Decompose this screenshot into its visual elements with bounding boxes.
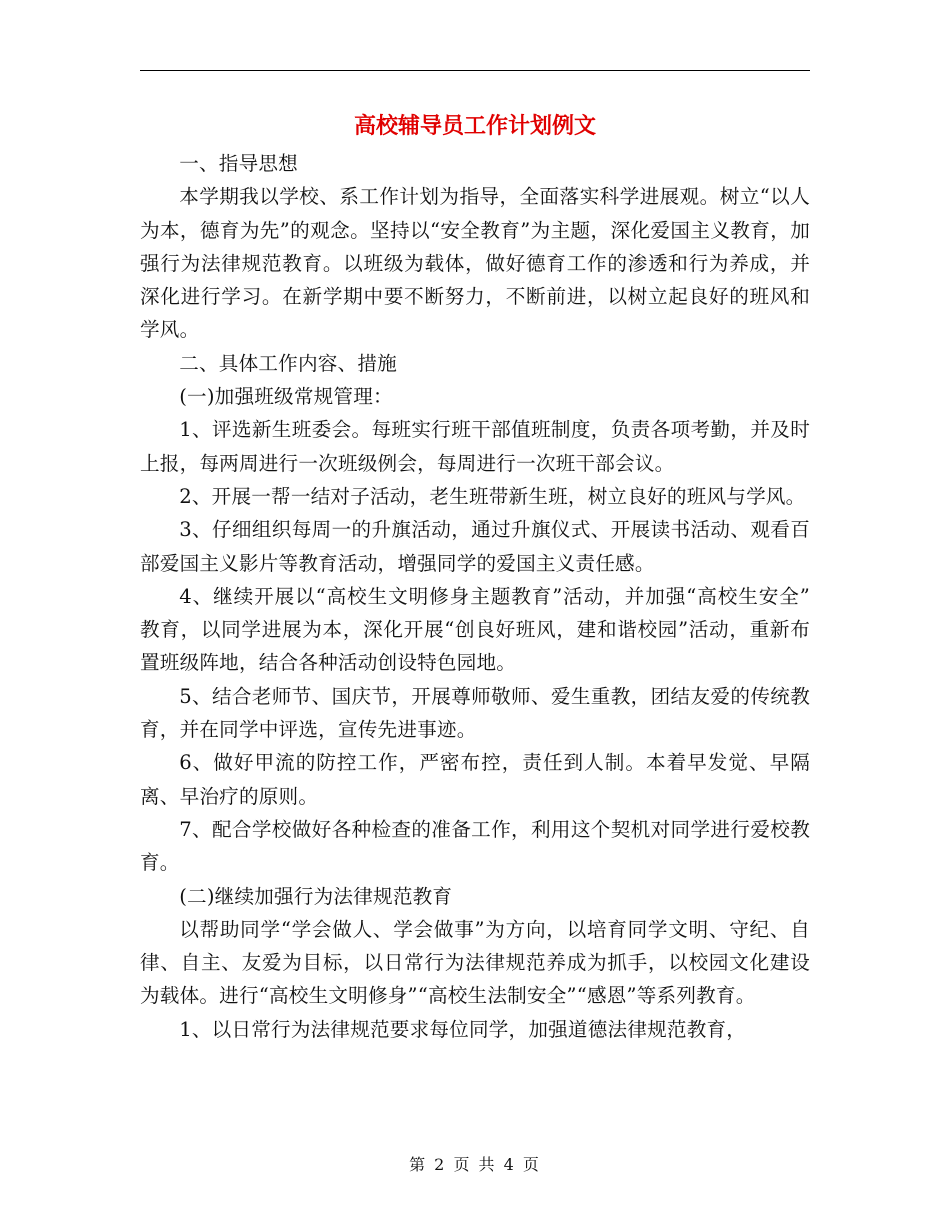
section-heading-guiding-ideology: 一、指导思想: [179, 152, 298, 175]
header-rule: [140, 70, 810, 71]
list-item-behavior-1: 1、以日常行为法律规范要求每位同学，加强道德法律规范教育，: [179, 1017, 747, 1041]
list-item-1: 1、评选新生班委会。每班实行班干部值班制度，负责各项考勤，并及时上报，每两周进行一次班级例会，每周进行一次班干部会议。: [140, 418, 810, 475]
subheading-class-management: (一)加强班级常规管理：: [179, 385, 393, 409]
list-item-2: 2、开展一帮一结对子活动，老生班带新生班，树立良好的班风与学风。: [179, 484, 806, 508]
list-item-6: 6、做好甲流的防控工作，严密布控，责任到人制。本着早发觉、早隔离、早治疗的原则。: [140, 751, 810, 808]
document-title: 高校辅导员工作计划例文: [353, 113, 596, 139]
list-item-4: 4、继续开展以“高校生文明修身主题教育”活动，并加强“高校生安全” 教育，以同学进展为本，深化开展“创良好班风，建和谐校园”活动，重新布置班级阵地，结合各种活动创设特色园地。: [140, 584, 810, 675]
document-body: [140, 147, 810, 1046]
section-heading-work-content: 二、具体工作内容、措施: [179, 351, 397, 375]
page-number-footer: 第 2 页 共 4 页: [409, 1155, 541, 1174]
paragraph-behavior-norms: 以帮助同学“学会做人、学会做事”为方向，以培育同学文明、守纪、自律、自主、友爱为目标，以日常行为法律规范养成为抓手，以校园文化建设为载体。进行“高校生文明修身”“高校生法制安全”“感恩”等系列教育。: [140, 917, 810, 1008]
list-item-3: 3、仔细组织每周一的升旗活动，通过升旗仪式、开展读书活动、观看百部爱国主义影片等教育活动，增强同学的爱国主义责任感。: [140, 518, 810, 575]
list-item-7: 7、配合学校做好各种检查的准备工作，利用这个契机对同学进行爱校教育。: [140, 817, 810, 875]
paragraph-guiding-ideology: 本学期我以学校、系工作计划为指导，全面落实科学进展观。树立“以人为本，德育为先”的观念。坚持以“安全教育”为主题，深化爱国主义教育，加强行为法律规范教育。以班级为载体，做好德育工作的渗透和行为养成，并深化进行学习。在新学期中要不断努力，不断前进，以树立起良好的班风和学风。: [140, 185, 810, 342]
list-item-5: 5、结合老师节、国庆节，开展尊师敬师、爱生重教，团结友爱的传统教育，并在同学中评选，宣传先进事迹。: [140, 684, 810, 742]
subheading-behavior-norms: (二)继续加强行为法律规范教育: [179, 884, 453, 908]
